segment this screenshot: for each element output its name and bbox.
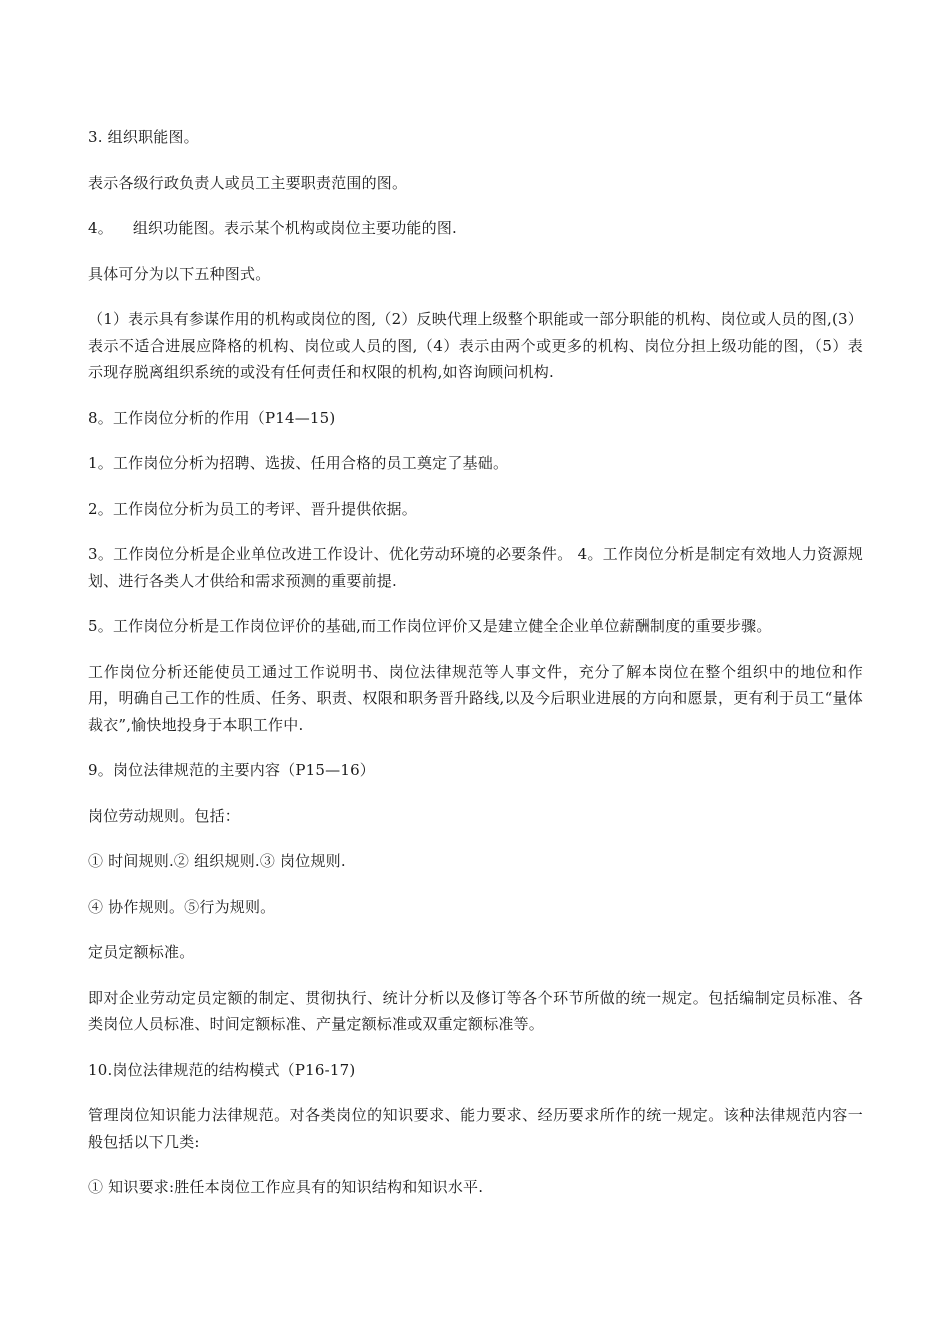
- paragraph-role-2: 2。工作岗位分析为员工的考评、晋升提供依据。: [88, 499, 417, 518]
- paragraph-rules-list-1: ① 时间规则.② 组织规则.③ 岗位规则.: [88, 852, 346, 870]
- paragraph-section-10-heading: 10.岗位法律规范的结构模式（P16-17): [88, 1060, 356, 1079]
- paragraph-management-norms: 管理岗位知识能力法律规范。对各类岗位的知识要求、能力要求、经历要求所作的统一规定。该种法律规范内容一般包括以下几类:: [88, 1106, 863, 1151]
- paragraph-role-1: 1。工作岗位分析为招聘、选拔、任用合格的员工奠定了基础。: [88, 454, 509, 472]
- paragraph-org-capability-chart: 4。 组织功能图。表示某个机构或岗位主要功能的图.: [88, 219, 457, 237]
- paragraph-role-5: 5。工作岗位分析是工作岗位评价的基础,而工作岗位评价又是建立健全企业单位薪酬制度的重要步骤。: [88, 617, 772, 635]
- paragraph-five-chart-types: （1）表示具有参谋作用的机构或岗位的图,（2）反映代理上级整个职能或一部分职能的机构、岗位或人员的图,(3）表示不适合进展应降格的机构、岗位或人员的图,（4）表示由两个或更多的机构、岗位分担上级功能的图，（5）表示现存脱离组织系统的或没有任何责任和权限的机构,如咨询顾问机构.: [88, 310, 863, 381]
- paragraph-role-3-4: 3。工作岗位分析是企业单位改进工作设计、优化劳动环境的必要条件。 4。工作岗位分析是制定有效地人力资源规划、进行各类人才供给和需求预测的重要前提.: [88, 545, 863, 590]
- paragraph-knowledge-requirement: ① 知识要求:胜任本岗位工作应具有的知识结构和知识水平.: [88, 1178, 484, 1196]
- paragraph-org-function-chart-desc: 表示各级行政负责人或员工主要职责范围的图。: [88, 173, 408, 192]
- paragraph-quota-standards: 定员定额标准。: [88, 943, 195, 961]
- document-page: [88, 124, 863, 1220]
- paragraph-org-function-chart-heading: 3. 组织职能图。: [88, 128, 199, 146]
- paragraph-labor-rules: 岗位劳动规则。包括：: [88, 806, 241, 825]
- paragraph-rules-list-2: ④ 协作规则。⑤行为规则。: [88, 897, 276, 916]
- paragraph-five-chart-types-intro: 具体可分为以下五种图式。: [88, 264, 271, 283]
- paragraph-section-8-heading: 8。工作岗位分析的作用（P14—15): [88, 408, 336, 427]
- paragraph-role-extra: 工作岗位分析还能使员工通过工作说明书、岗位法律规范等人事文件，充分了解本岗位在整个组织中的地位和作用，明确自己工作的性质、任务、职责、权限和职务晋升路线,以及今后职业进展的方向和愿景，更有利于员工“量体裁衣”,愉快地投身于本职工作中.: [88, 662, 863, 734]
- paragraph-section-9-heading: 9。岗位法律规范的主要内容（P15—16）: [88, 761, 376, 779]
- paragraph-quota-standards-desc: 即对企业劳动定员定额的制定、贯彻执行、统计分析以及修订等各个环节所做的统一规定。包括编制定员标准、各类岗位人员标准、时间定额标准、产量定额标准或双重定额标准等。: [88, 988, 863, 1033]
